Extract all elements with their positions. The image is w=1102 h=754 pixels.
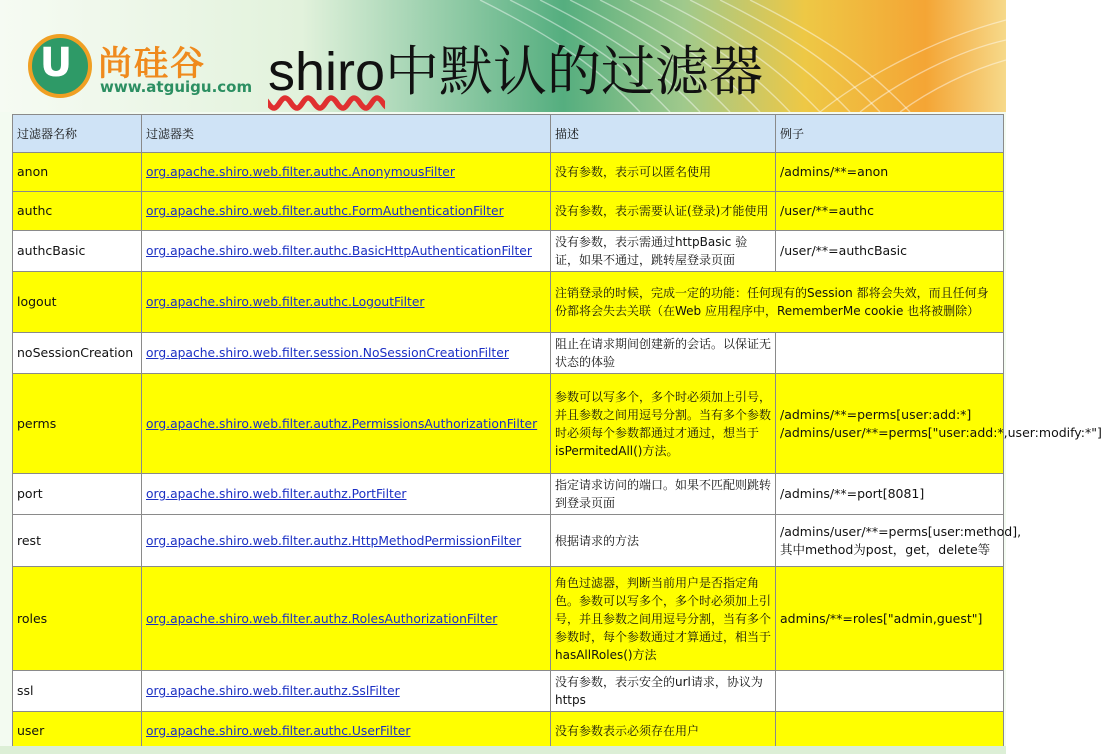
cell-example <box>776 671 1004 712</box>
table-row <box>13 272 1004 333</box>
logo <box>28 30 278 102</box>
cell-example: /admins/**=anon <box>776 153 1004 192</box>
table-row <box>13 153 1004 192</box>
cell-desc: 没有参数，表示可以匿名使用 <box>551 153 776 192</box>
header-cell-name: 过滤器名称 <box>13 115 142 153</box>
table-row <box>13 671 1004 712</box>
table-row <box>13 515 1004 567</box>
cell-name: noSessionCreation <box>13 333 142 374</box>
cell-name: perms <box>13 374 142 474</box>
cell-example: /admins/**=perms[user:add:*] /admins/user/**=perms["user:add:*,user:modify:*"] <box>776 374 1004 474</box>
table-row <box>13 567 1004 671</box>
table-row <box>13 374 1004 474</box>
cell-class-link[interactable]: org.apache.shiro.web.filter.authc.UserFilter <box>142 712 551 750</box>
cell-name: rest <box>13 515 142 567</box>
page-title <box>268 40 763 104</box>
cell-class-link[interactable]: org.apache.shiro.web.filter.authc.LogoutFilter <box>142 272 551 333</box>
cell-class-link[interactable]: org.apache.shiro.web.filter.authz.PortFilter <box>142 474 551 515</box>
table-row <box>13 231 1004 272</box>
header-cell-class: 过滤器类 <box>142 115 551 153</box>
header-banner <box>0 0 1006 112</box>
cell-example: /admins/**=port[8081] <box>776 474 1004 515</box>
cell-class-link[interactable]: org.apache.shiro.web.filter.session.NoSessionCreationFilter <box>142 333 551 374</box>
cell-name: user <box>13 712 142 750</box>
cell-desc: 注销登录的时候，完成一定的功能：任何现有的Session 都将会失效，而且任何身份都将会失去关联（在Web 应用程序中，RememberMe cookie 也将被删除） <box>551 272 1004 333</box>
cell-class-link[interactable]: org.apache.shiro.web.filter.authz.PermissionsAuthorizationFilter <box>142 374 551 474</box>
cell-example: /admins/user/**=perms[user:method],其中method为post，get，delete等 <box>776 515 1004 567</box>
cell-desc: 阻止在请求期间创建新的会话。以保证无状态的体验 <box>551 333 776 374</box>
cell-desc: 角色过滤器，判断当前用户是否指定角色。参数可以写多个，多个时必须加上引号，并且参数之间用逗号分割，当有多个参数时，每个参数通过才算通过，相当于hasAllRoles()方法 <box>551 567 776 671</box>
title-prefix: shiro <box>268 42 386 102</box>
cell-example <box>776 333 1004 374</box>
cell-name: ssl <box>13 671 142 712</box>
cell-name: port <box>13 474 142 515</box>
cell-desc: 没有参数表示必须存在用户 <box>551 712 776 750</box>
cell-desc: 指定请求访问的端口。如果不匹配则跳转到登录页面 <box>551 474 776 515</box>
cell-example: /user/**=authcBasic <box>776 231 1004 272</box>
filters-table <box>12 114 1102 750</box>
header-cell-example: 例子 <box>776 115 1004 153</box>
cell-example <box>776 712 1004 750</box>
logo-mark: U <box>39 40 73 86</box>
cell-class-link[interactable]: org.apache.shiro.web.filter.authz.RolesAuthorizationFilter <box>142 567 551 671</box>
table-row <box>13 192 1004 231</box>
cell-desc: 没有参数，表示需通过httpBasic 验证，如果不通过，跳转屋登录页面 <box>551 231 776 272</box>
bottom-bar <box>0 746 1006 754</box>
cell-name: authcBasic <box>13 231 142 272</box>
cell-desc: 根据请求的方法 <box>551 515 776 567</box>
cell-name: logout <box>13 272 142 333</box>
table-row <box>13 474 1004 515</box>
cell-example: admins/**=roles["admin,guest"] <box>776 567 1004 671</box>
cell-name: roles <box>13 567 142 671</box>
cell-name: anon <box>13 153 142 192</box>
cell-desc: 没有参数，表示需要认证(登录)才能使用 <box>551 192 776 231</box>
cell-name: authc <box>13 192 142 231</box>
title-rest: 中默认的过滤器 <box>385 42 764 102</box>
cell-class-link[interactable]: org.apache.shiro.web.filter.authz.HttpMethodPermissionFilter <box>142 515 551 567</box>
table-header-row <box>13 115 1004 153</box>
cell-class-link[interactable]: org.apache.shiro.web.filter.authc.FormAuthenticationFilter <box>142 192 551 231</box>
cell-class-link[interactable]: org.apache.shiro.web.filter.authc.BasicHttpAuthenticationFilter <box>142 231 551 272</box>
table-row <box>13 712 1004 750</box>
cell-example: /user/**=authc <box>776 192 1004 231</box>
table-row <box>13 333 1004 374</box>
cell-desc: 没有参数，表示安全的url请求，协议为 https <box>551 671 776 712</box>
cell-desc: 参数可以写多个，多个时必须加上引号，并且参数之间用逗号分割。当有多个参数时必须每个参数都通过才通过，想当于isPermitedAll()方法。 <box>551 374 776 474</box>
logo-url: www.atguigu.com <box>100 78 253 96</box>
cell-class-link[interactable]: org.apache.shiro.web.filter.authc.AnonymousFilter <box>142 153 551 192</box>
cell-class-link[interactable]: org.apache.shiro.web.filter.authz.SslFilter <box>142 671 551 712</box>
header-cell-desc: 描述 <box>551 115 776 153</box>
logo-brand-name: 尚硅谷 <box>98 44 206 84</box>
